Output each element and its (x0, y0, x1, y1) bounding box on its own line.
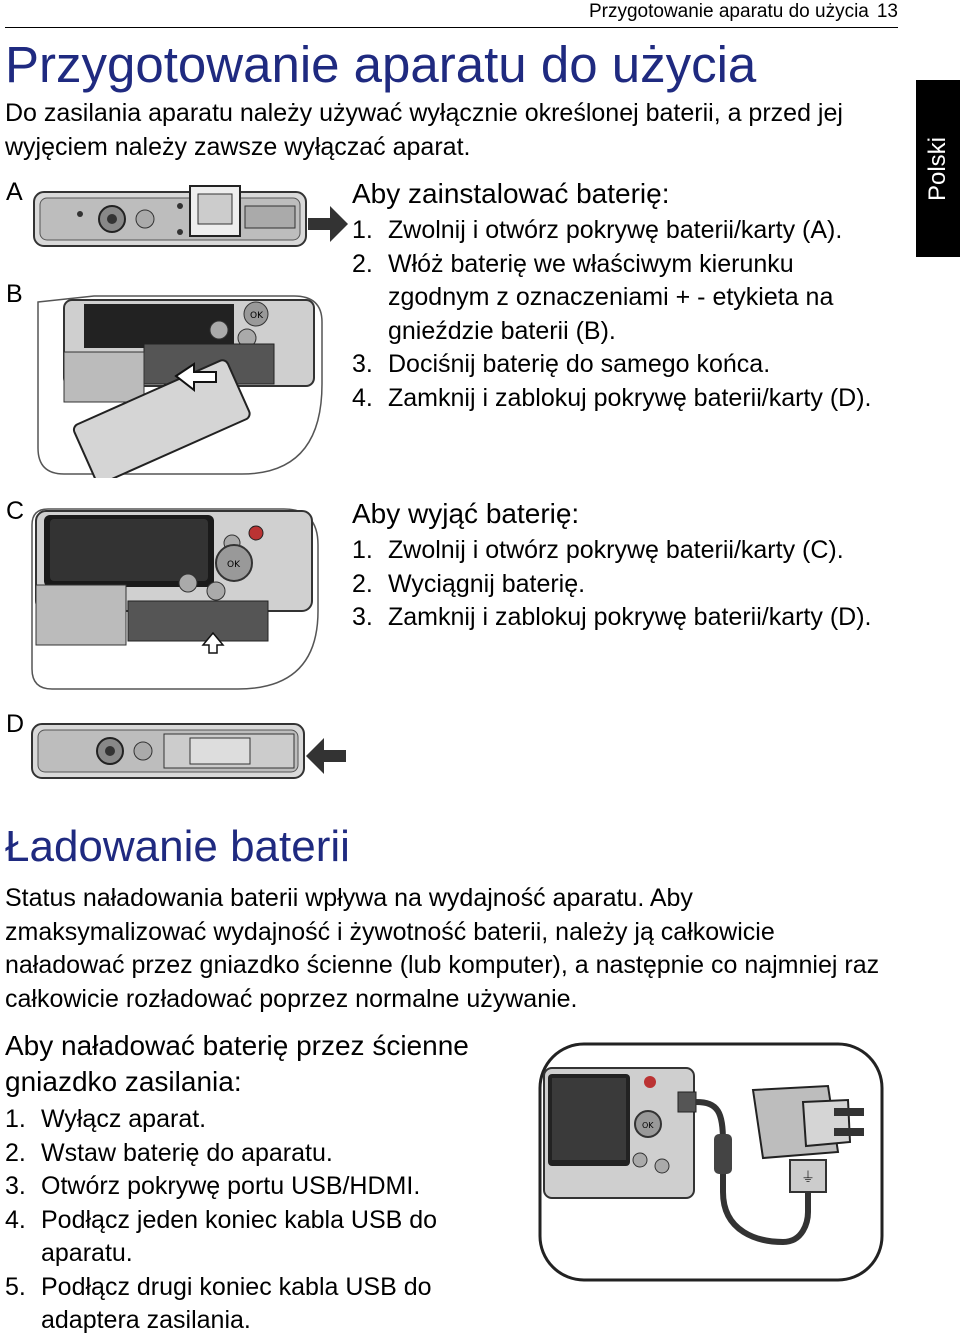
list-item (352, 534, 897, 568)
list-item (352, 248, 897, 349)
list-item (352, 382, 897, 416)
step-number: 3. (5, 1172, 26, 1200)
step-number: 4. (5, 1205, 26, 1234)
install-steps (352, 214, 897, 415)
step-number: 2. (5, 1138, 26, 1167)
header-title: Przygotowanie aparatu do użycia (588, 1, 869, 22)
step-text: Wyciągnij baterię. (388, 569, 586, 598)
language-tab-label: Polski (924, 136, 951, 201)
battery-icon (34, 292, 324, 478)
list-item (352, 348, 897, 382)
step-text: Zwolnij i otwórz pokrywę baterii/karty (A). (388, 216, 843, 244)
charge-heading: Aby naładować baterię przez ścienne gniazdko zasilania: (5, 1030, 469, 1097)
svg-text:OK: OK (642, 1121, 654, 1130)
step-text: Zwolnij i otwórz pokrywę baterii/karty (C). (388, 536, 844, 564)
step-number: 3. (352, 603, 373, 631)
list-item (5, 1271, 515, 1338)
step-text: Otwórz pokrywę portu USB/HDMI. (41, 1172, 421, 1200)
step-text: Podłącz jeden koniec kabla USB do aparatu. (41, 1205, 438, 1267)
step-text: Zamknij i zablokuj pokrywę baterii/karty (D). (388, 383, 872, 412)
step-number: 1. (5, 1105, 26, 1133)
figure-label-b: B (6, 280, 23, 308)
camera-back-icon (28, 505, 320, 693)
step-number: 4. (352, 383, 373, 412)
arrow-icon (306, 738, 346, 774)
list-item (352, 568, 897, 602)
list-item (5, 1103, 515, 1137)
list-item (352, 214, 897, 248)
list-item (5, 1170, 515, 1204)
remove-heading: Aby wyjąć baterię: (352, 498, 580, 529)
step-number: 1. (352, 216, 373, 244)
step-text: Podłącz drugi koniec kabla USB do adaptera zasilania. (41, 1272, 432, 1334)
svg-text:OK: OK (250, 311, 263, 321)
arrow-icon (308, 206, 348, 242)
running-header (540, 0, 898, 28)
section-intro: Do zasilania aparatu należy używać wyłącznie określonej baterii, a przed jej wyjęciem należy zawsze wyłączać aparat. (5, 99, 843, 161)
camera-top-closed-icon (30, 720, 346, 784)
usb-charger-icon (538, 1042, 884, 1282)
charge-steps (5, 1103, 515, 1338)
step-text: Wstaw baterię do aparatu. (41, 1138, 333, 1167)
step-text: Zamknij i zablokuj pokrywę baterii/karty (D). (388, 603, 872, 631)
step-number: 2. (352, 569, 373, 598)
camera-top-icon (30, 184, 350, 256)
svg-text:OK: OK (227, 560, 240, 570)
list-item (5, 1137, 515, 1171)
list-item (352, 601, 897, 635)
step-text: Dociśnij baterię do samego końca. (388, 350, 771, 378)
list-item (5, 1204, 515, 1271)
step-number: 5. (5, 1272, 26, 1301)
figure-label-c: C (6, 497, 25, 525)
install-heading: Aby zainstalować baterię: (352, 178, 670, 209)
remove-steps (352, 534, 897, 635)
header-rule (5, 27, 898, 28)
section-title: Przygotowanie aparatu do użycia (5, 36, 757, 93)
svg-text:⏚: ⏚ (801, 1170, 815, 1186)
step-number: 1. (352, 536, 373, 564)
step-number: 3. (352, 350, 373, 378)
charging-title: Ładowanie baterii (5, 822, 350, 871)
figure-label-a: A (6, 178, 23, 206)
language-tab (916, 80, 960, 257)
page-number: 13 (876, 1, 898, 22)
figure-label-d: D (6, 710, 25, 738)
step-text: Wyłącz aparat. (41, 1105, 207, 1133)
charging-intro: Status naładowania baterii wpływa na wydajność aparatu. Aby zmaksymalizować wydajność i żywotność baterii, należy ją całkowicie naładować przez gniazdko ścienne (lub komputer), a następnie co najmniej raz całkowicie rozładować poprzez normalne używanie. (5, 884, 880, 1013)
step-number: 2. (352, 249, 373, 278)
step-text: Włóż baterię we właściwym kierunku zgodnym z oznaczeniami + - etykieta na gnieździe baterii (B). (388, 249, 834, 345)
